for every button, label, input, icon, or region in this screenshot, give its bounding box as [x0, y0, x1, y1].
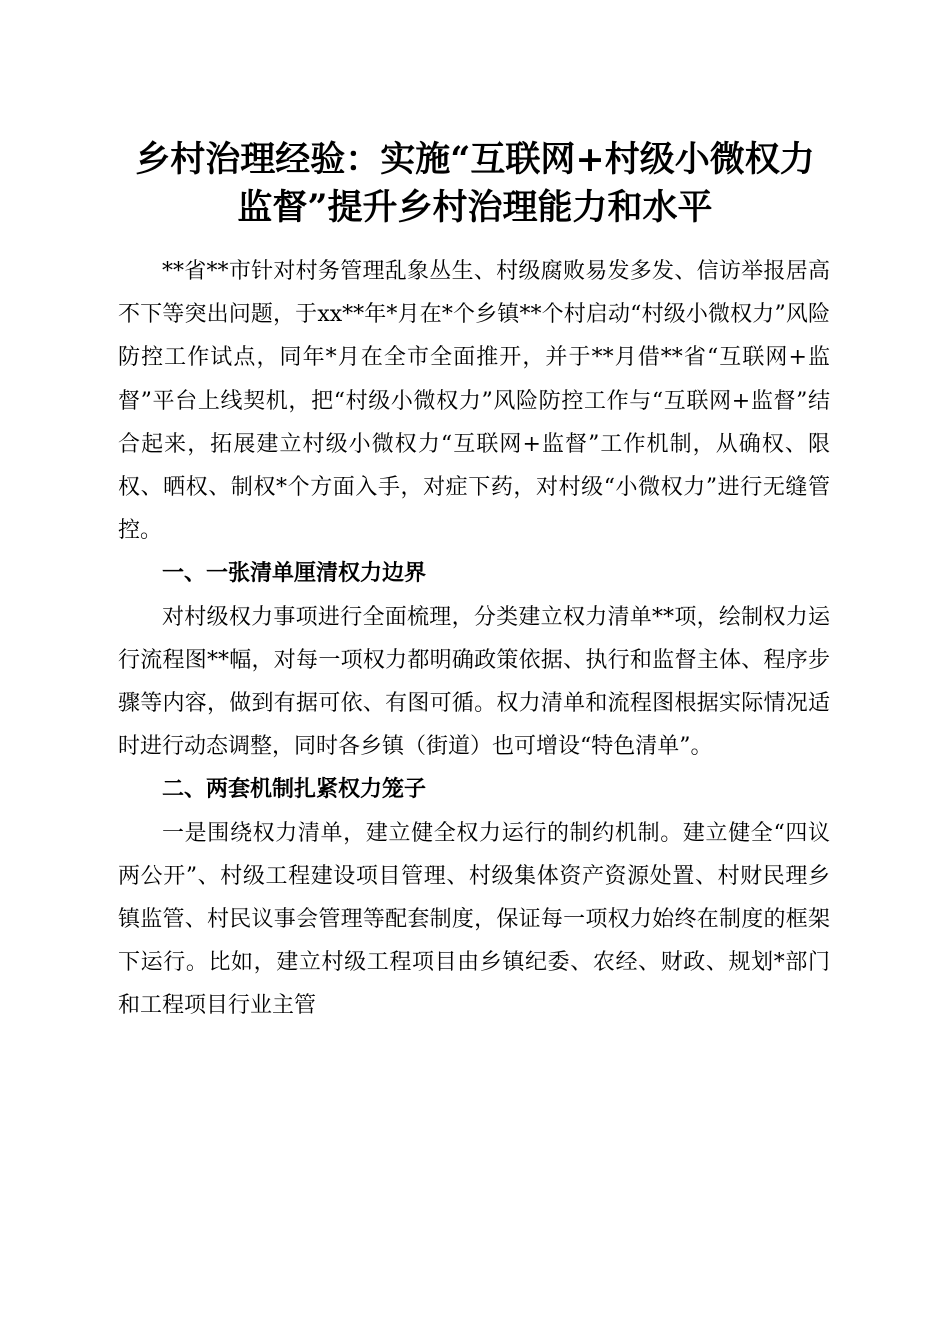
document-title — [100, 136, 850, 232]
intro-paragraph: **省**市针对村务管理乱象丛生、村级腐败易发多发、信访举报居高不下等突出问题，于xx**年*月在*个乡镇**个村启动“村级小微权力”风险防控工作试点，同年*月在全市全面推开，并于**月借**省“互联网+监督”平台上线契机，把“村级小微权力”风险防控工作与“互联网+监督”结合起来，拓展建立村级小微权力“互联网+监督”工作机制，从确权、限权、晒权、制权*个方面入手，对症下药，对村级“小微权力”进行无缝管控。 — [118, 259, 830, 544]
section-heading-2: 二、两套机制扎紧权力笼子 — [162, 777, 427, 803]
title-line-2: 监督”提升乡村治理能力和水平 — [237, 187, 713, 228]
section-2-paragraph: 一是围绕权力清单，建立健全权力运行的制约机制。建立健全“四议两公开”、村级工程建设项目管理、村级集体资产资源处置、村财民理乡镇监管、村民议事会管理等配套制度，保证每一项权力始终在制度的框架下运行。比如，建立村级工程项目由乡镇纪委、农经、财政、规划*部门和工程项目行业主管 — [118, 820, 830, 1019]
section-heading-1: 一、一张清单厘清权力边界 — [162, 561, 427, 587]
section-1-paragraph: 对村级权力事项进行全面梳理，分类建立权力清单**项，绘制权力运行流程图**幅，对每一项权力都明确政策依据、执行和监督主体、程序步骤等内容，做到有据可依、有图可循。权力清单和流程图根据实际情况适时进行动态调整，同时各乡镇（街道）也可增设“特色清单”。 — [118, 604, 830, 760]
title-line-1: 乡村治理经验：实施“互联网+村级小微权力 — [135, 139, 815, 180]
document-body — [118, 250, 830, 1028]
